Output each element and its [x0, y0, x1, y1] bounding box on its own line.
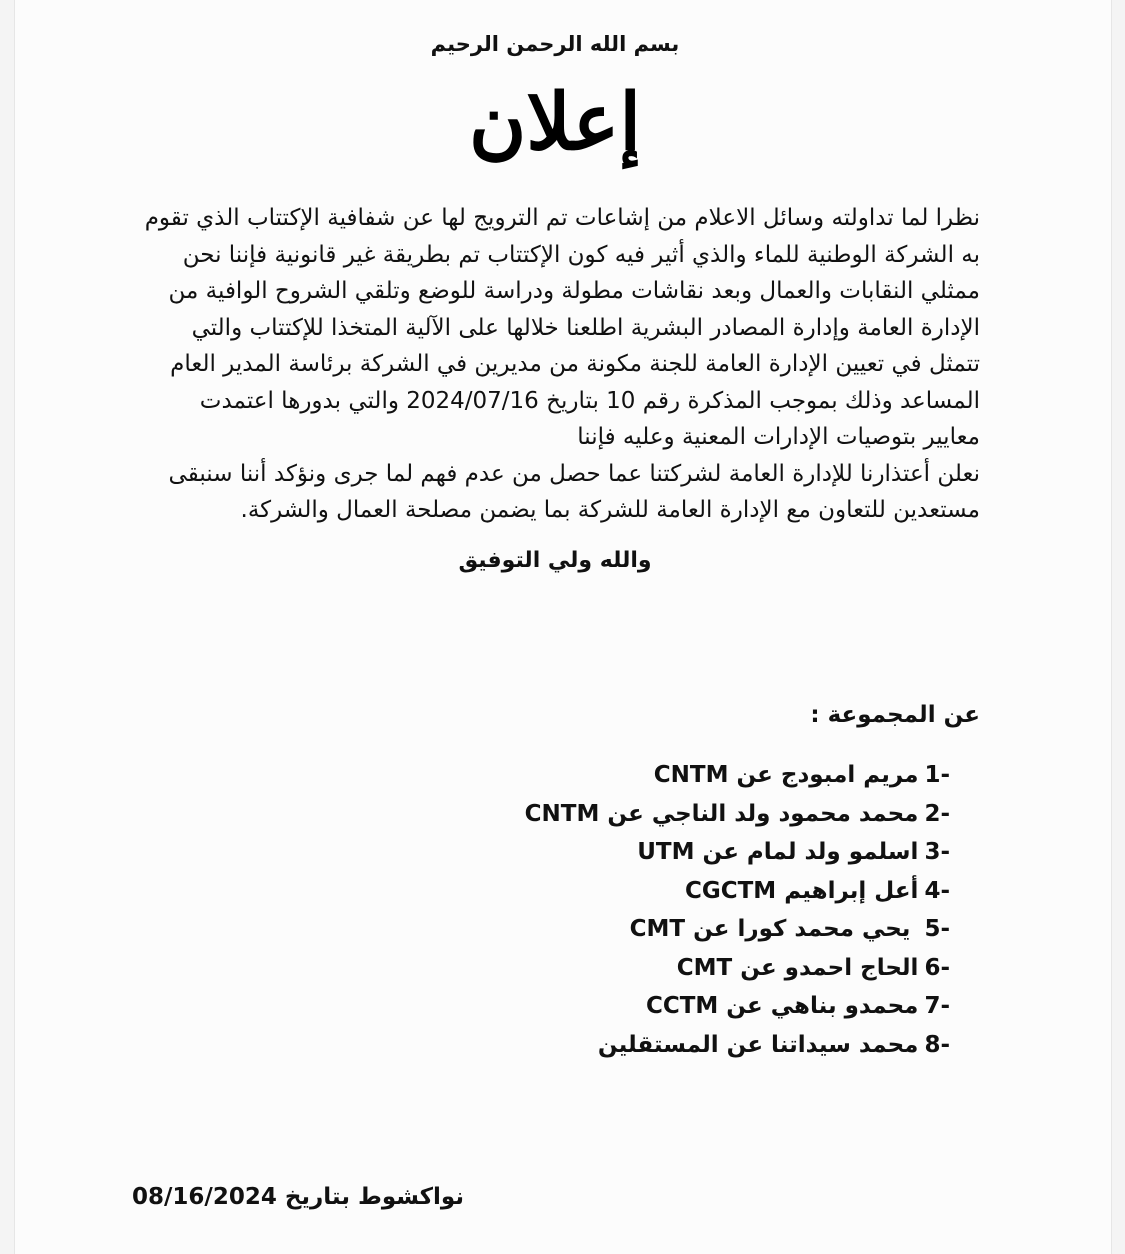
item-number: -2: [924, 800, 950, 827]
item-text: محمد محمود ولد الناجي عن CNTM: [524, 800, 919, 827]
item-text: مريم امبودج عن CNTM: [653, 762, 919, 788]
list-item: [525, 949, 950, 988]
list-item: [525, 987, 950, 1026]
item-number: -8: [924, 1031, 950, 1058]
item-text: أعل إبراهيم CGCTM: [684, 877, 919, 904]
item-text: اسلمو ولد لمام عن UTM: [637, 839, 919, 865]
list-item: [525, 872, 950, 911]
list-item: [525, 756, 950, 795]
item-number: -1: [924, 762, 950, 788]
list-item: [525, 1026, 950, 1065]
item-number: -6: [924, 954, 950, 981]
body-paragraph: نظرا لما تداولته وسائل الاعلام من إشاعات تم الترويج لها عن شفافية الإكتتاب الذي تقوم به الشركة الوطنية للماء والذي أثير فيه كون الإكتتاب تم بطريقة غير قانونية فإننا نحن ممثلي النقابات والعمال وبعد نقاشات مطولة ودراسة للوضع وتلقي الشروح الوافية من الإدارة العامة وإدارة المصادر البشرية اطلعنا خلالها على الآلية المتخذا للإكتتاب والتي تتمثل في تعيين الإدارة العامة للجنة مكونة من مديرين في الشركة برئاسة المدير العام المساعد وذلك بموجب المذكرة رقم 10 بتاريخ 2024/07/16 والتي بدورها اعتمدت معايير بتوصيات الإدارات المعنية وعليه فإننا: [144, 205, 980, 450]
body-paragraph: نعلن أعتذارنا للإدارة العامة لشركتنا عما حصل من عدم فهم لما جرى ونؤكد أننا سنبقى مستعدين للتعاون مع الإدارة العامة للشركة بما يضمن مصلحة العمال والشركة.: [168, 460, 980, 523]
item-text: يحي محمد كورا عن CMT: [629, 916, 919, 942]
item-number: -7: [924, 993, 950, 1019]
closing-phrase: والله ولي التوفيق: [458, 548, 652, 573]
item-number: -5: [924, 916, 950, 942]
item-number: -3: [924, 839, 950, 865]
group-label: عن المجموعة :: [810, 702, 980, 728]
item-text: الحاج احمدو عن CMT: [676, 954, 919, 981]
page-title: إعلان: [468, 77, 642, 168]
signatories-list: [525, 756, 950, 1064]
list-item: [525, 833, 950, 872]
item-text: محمدو بناهي عن CCTM: [645, 993, 919, 1019]
date-line: نواكشوط بتاريخ 08/16/2024: [132, 1184, 464, 1210]
item-number: -4: [924, 877, 950, 904]
list-item: [525, 910, 950, 949]
document-page: [14, 0, 1112, 1254]
item-text: محمد سيداتنا عن المستقلين: [597, 1031, 919, 1058]
list-item: [525, 795, 950, 834]
basmala: بسم الله الرحمن الرحيم: [430, 32, 680, 56]
announcement-body: [140, 200, 980, 529]
